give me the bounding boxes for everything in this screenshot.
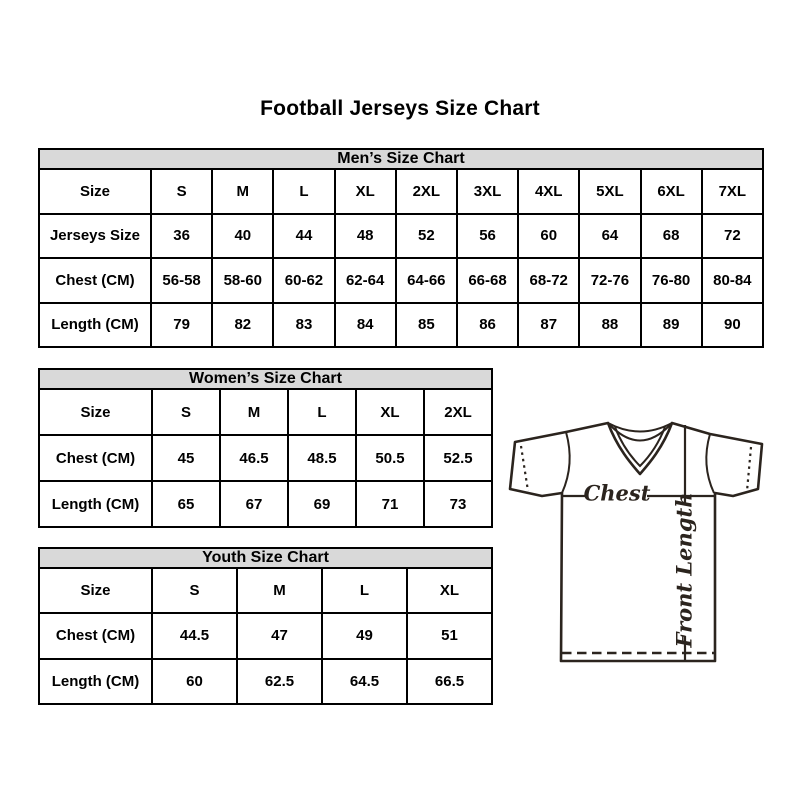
- value-cell: 64.5: [322, 659, 407, 704]
- value-cell: S: [152, 389, 220, 435]
- value-cell: L: [322, 568, 407, 613]
- table-title: Youth Size Chart: [39, 548, 492, 568]
- value-cell: 47: [237, 613, 322, 658]
- value-cell: 68-72: [518, 258, 579, 303]
- value-cell: 46.5: [220, 435, 288, 481]
- table-row: [39, 659, 492, 704]
- table-row: [39, 169, 763, 214]
- value-cell: 62-64: [335, 258, 396, 303]
- row-label-cell: Chest (CM): [39, 258, 151, 303]
- table-row: [39, 435, 492, 481]
- value-cell: 7XL: [702, 169, 763, 214]
- table-row: [39, 389, 492, 435]
- table-title: Women’s Size Chart: [39, 369, 492, 389]
- value-cell: 60-62: [273, 258, 334, 303]
- chest-measure-label: Chest: [583, 480, 651, 506]
- table-row: [39, 481, 492, 527]
- table-row: [39, 568, 492, 613]
- value-cell: 83: [273, 303, 334, 348]
- value-cell: 66.5: [407, 659, 492, 704]
- value-cell: XL: [356, 389, 424, 435]
- value-cell: 73: [424, 481, 492, 527]
- row-label-cell: Size: [39, 169, 151, 214]
- value-cell: 71: [356, 481, 424, 527]
- value-cell: 5XL: [579, 169, 640, 214]
- table-row: [39, 613, 492, 658]
- value-cell: 50.5: [356, 435, 424, 481]
- value-cell: 58-60: [212, 258, 273, 303]
- jersey-diagram: [500, 398, 780, 678]
- value-cell: 84: [335, 303, 396, 348]
- armhole-seam-right: [706, 434, 714, 493]
- value-cell: 52.5: [424, 435, 492, 481]
- row-label-cell: Size: [39, 568, 152, 613]
- value-cell: 85: [396, 303, 457, 348]
- value-cell: 62.5: [237, 659, 322, 704]
- value-cell: 79: [151, 303, 212, 348]
- value-cell: XL: [407, 568, 492, 613]
- row-label-cell: Length (CM): [39, 303, 151, 348]
- value-cell: 3XL: [457, 169, 518, 214]
- value-cell: 2XL: [396, 169, 457, 214]
- mens-size-table: [38, 148, 764, 348]
- cuff-stitch-left: [521, 446, 528, 491]
- value-cell: S: [152, 568, 237, 613]
- value-cell: 72: [702, 214, 763, 259]
- jersey-outline: [510, 423, 762, 661]
- value-cell: 80-84: [702, 258, 763, 303]
- value-cell: 45: [152, 435, 220, 481]
- value-cell: 86: [457, 303, 518, 348]
- value-cell: 60: [518, 214, 579, 259]
- value-cell: 49: [322, 613, 407, 658]
- value-cell: 40: [212, 214, 273, 259]
- value-cell: 89: [641, 303, 702, 348]
- value-cell: 56: [457, 214, 518, 259]
- row-label-cell: Chest (CM): [39, 435, 152, 481]
- value-cell: 68: [641, 214, 702, 259]
- value-cell: 76-80: [641, 258, 702, 303]
- value-cell: 64-66: [396, 258, 457, 303]
- value-cell: L: [288, 389, 356, 435]
- value-cell: 64: [579, 214, 640, 259]
- value-cell: M: [220, 389, 288, 435]
- value-cell: 51: [407, 613, 492, 658]
- value-cell: M: [237, 568, 322, 613]
- table-title: Men’s Size Chart: [39, 149, 763, 169]
- value-cell: S: [151, 169, 212, 214]
- row-label-cell: Jerseys Size: [39, 214, 151, 259]
- row-label-cell: Length (CM): [39, 481, 152, 527]
- row-label-cell: Chest (CM): [39, 613, 152, 658]
- value-cell: 60: [152, 659, 237, 704]
- table-row: [39, 258, 763, 303]
- value-cell: 56-58: [151, 258, 212, 303]
- value-cell: 72-76: [579, 258, 640, 303]
- youth-size-table: [38, 547, 493, 705]
- front-length-measure-label: Front Length: [671, 492, 697, 648]
- value-cell: M: [212, 169, 273, 214]
- value-cell: 82: [212, 303, 273, 348]
- value-cell: 69: [288, 481, 356, 527]
- value-cell: 44.5: [152, 613, 237, 658]
- row-label-cell: Length (CM): [39, 659, 152, 704]
- value-cell: 44: [273, 214, 334, 259]
- value-cell: 66-68: [457, 258, 518, 303]
- value-cell: 2XL: [424, 389, 492, 435]
- value-cell: 4XL: [518, 169, 579, 214]
- womens-size-table: [38, 368, 493, 528]
- value-cell: 65: [152, 481, 220, 527]
- value-cell: XL: [335, 169, 396, 214]
- value-cell: L: [273, 169, 334, 214]
- value-cell: 88: [579, 303, 640, 348]
- armhole-seam-left: [562, 432, 570, 493]
- value-cell: 36: [151, 214, 212, 259]
- page-title: Football Jerseys Size Chart: [260, 97, 540, 120]
- cuff-stitch-right: [747, 447, 751, 491]
- value-cell: 87: [518, 303, 579, 348]
- value-cell: 67: [220, 481, 288, 527]
- value-cell: 90: [702, 303, 763, 348]
- table-row: [39, 214, 763, 259]
- value-cell: 52: [396, 214, 457, 259]
- collar-back-line: [608, 423, 672, 432]
- row-label-cell: Size: [39, 389, 152, 435]
- value-cell: 48: [335, 214, 396, 259]
- value-cell: 48.5: [288, 435, 356, 481]
- value-cell: 6XL: [641, 169, 702, 214]
- table-row: [39, 303, 763, 348]
- collar-inner-v-line: [615, 427, 665, 466]
